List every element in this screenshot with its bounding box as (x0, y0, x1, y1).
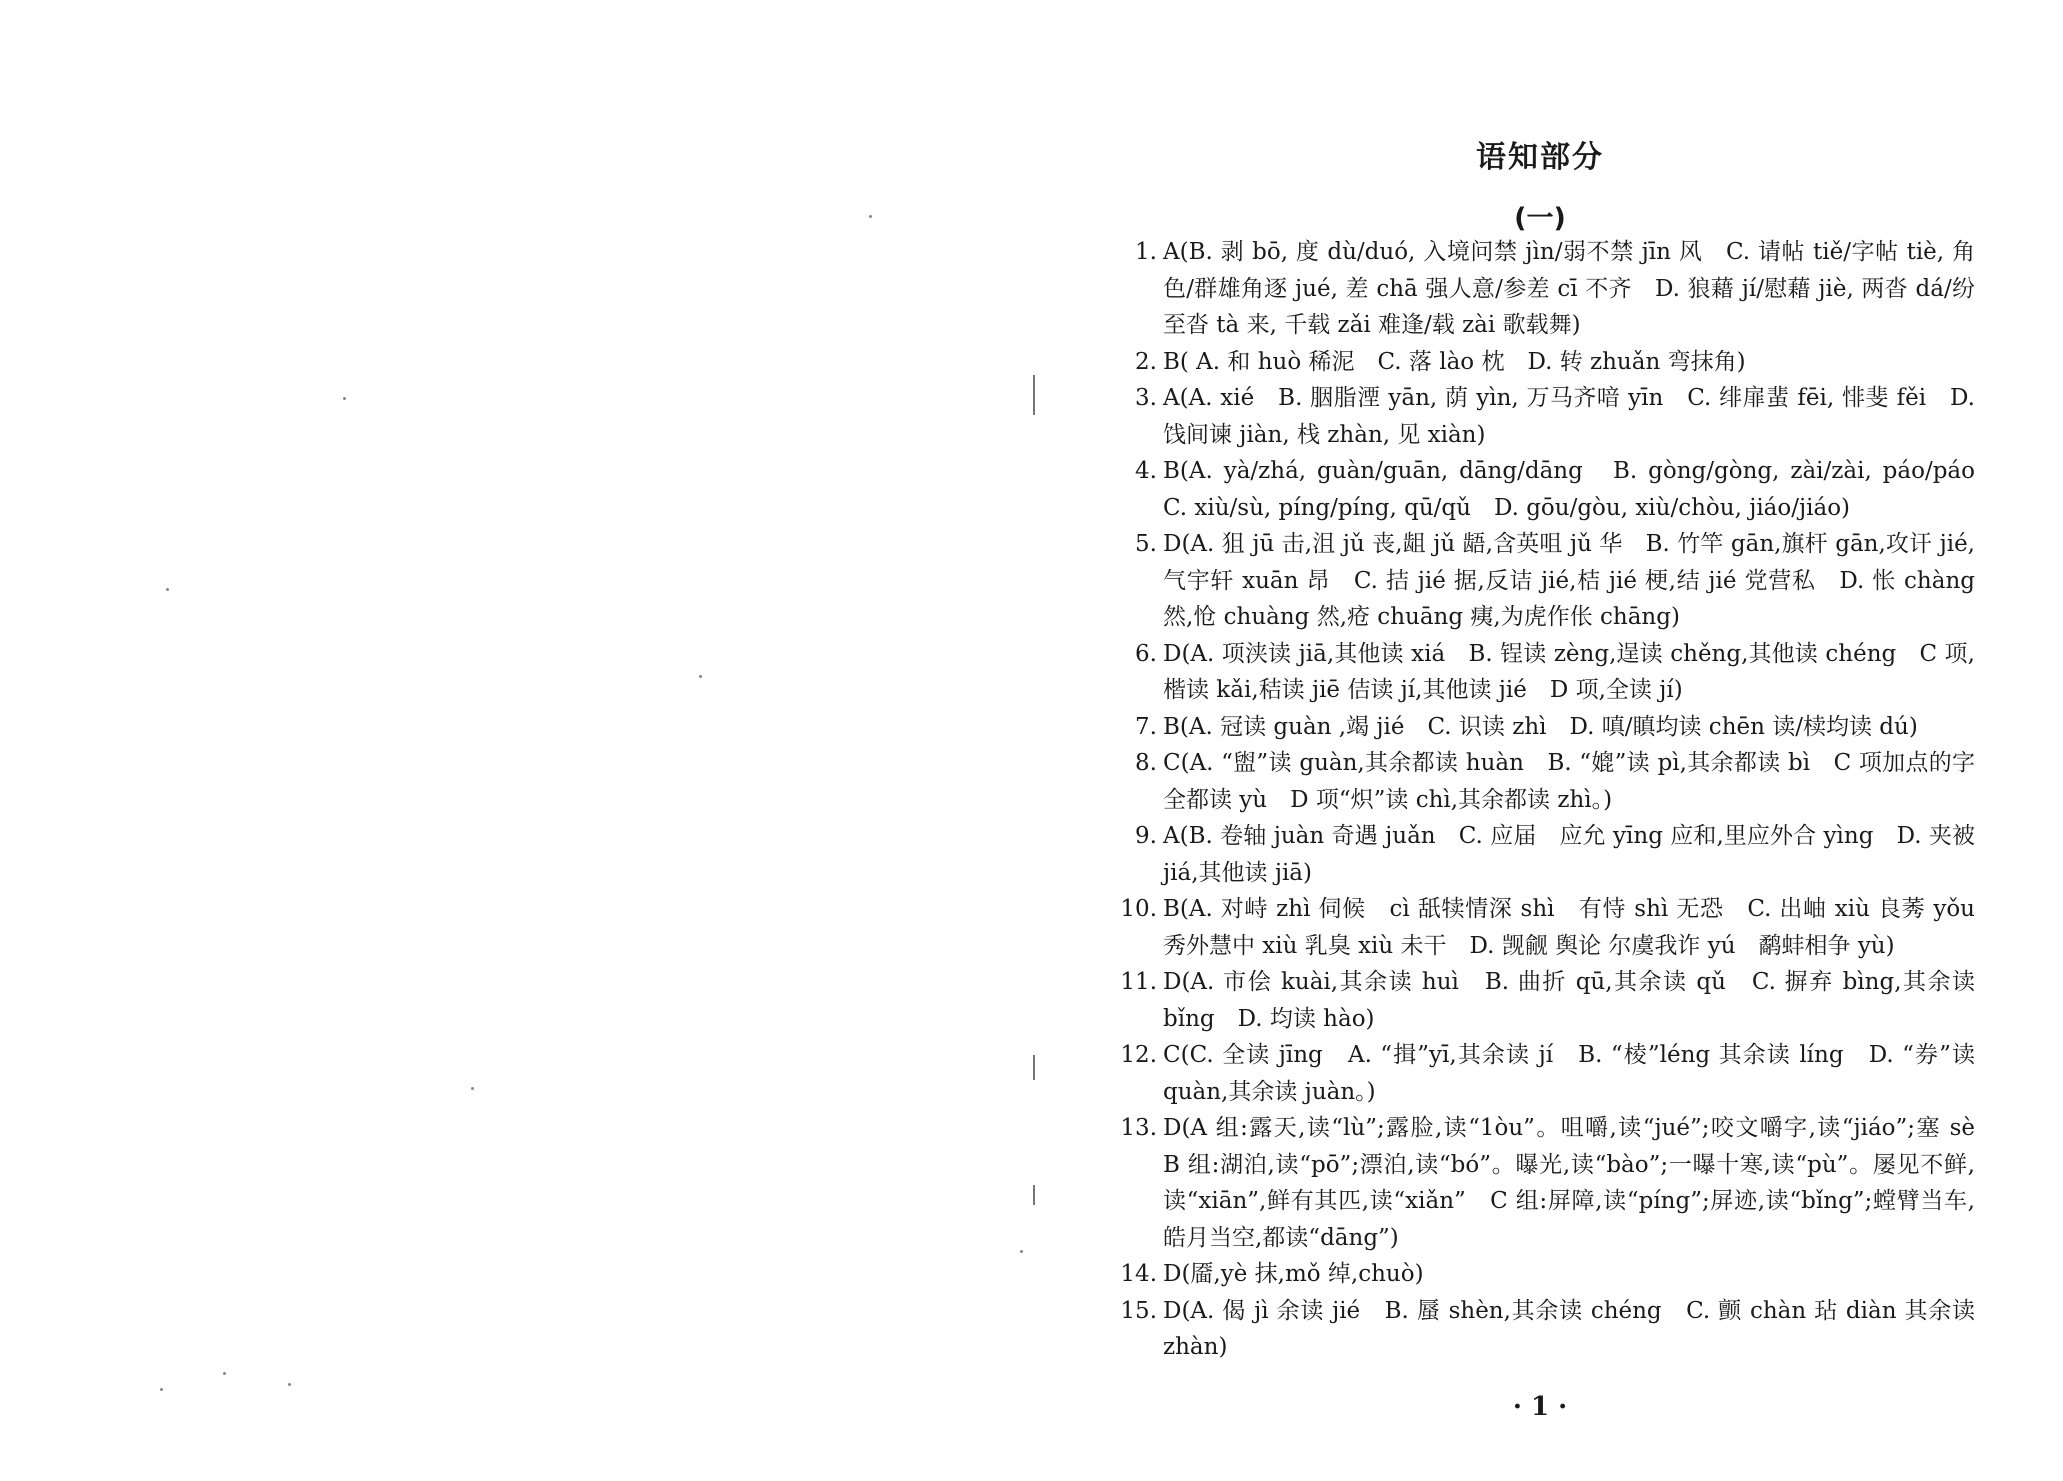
answer-text: D(靥,yè 抹,mǒ 绰,chuò) (1163, 1261, 1424, 1287)
answer-number: 5. (1135, 531, 1157, 557)
answer-text: D(A. 狙 jū 击,沮 jǔ 丧,龃 jǔ 龉,含英咀 jǔ 华 B. 竹竿 gān,旗杆 gān,攻讦 jié,气宇轩 xuān 昂 C. 拮 jié 据,反诘 jié,桔 jié 梗,结 jié 党营私 D. 怅 chàng 然,怆 chuàng 然,疮 chuāng 痍,为虎作伥 chāng) (1163, 531, 1975, 630)
section-heading: (一) (1514, 203, 1566, 234)
answer-text: A(B. 剥 bō, 度 dù/duó, 入境问禁 jìn/弱不禁 jīn 风 C. 请帖 tiě/字帖 tiè, 角色/群雄角逐 jué, 差 chā 强人意/参差 cī 不齐 D. 狼藉 jí/慰藉 jiè, 两沓 dá/纷至沓 tà 来, 千载 zǎi 难逢/载 zài 歌载舞) (1163, 239, 1975, 338)
answer-number: 10. (1120, 896, 1157, 922)
scan-speck (343, 397, 346, 400)
scan-speck (166, 588, 169, 591)
scan-speck (699, 675, 702, 678)
answer-list (1105, 234, 1998, 1366)
scan-speck (288, 1383, 291, 1386)
answer-number: 2. (1135, 348, 1157, 375)
page-title: 语知部分 (1476, 140, 1604, 175)
answer-number: 3. (1135, 385, 1157, 411)
scan-speck (471, 1087, 474, 1090)
answer-number: 12. (1120, 1042, 1157, 1068)
scan-speck (869, 215, 872, 218)
answer-item (1105, 636, 1975, 709)
answer-item (1105, 818, 1975, 891)
answer-text: A(A. xié B. 胭脂湮 yān, 荫 yìn, 万马齐喑 yīn C. 绯扉蜚 fēi, 悱斐 fěi D. 饯间谏 jiàn, 栈 zhàn, 见 xiàn) (1163, 385, 1975, 448)
answer-text: B(A. 冠读 guàn ,竭 jié C. 识读 zhì D. 嗔/瞋均读 chēn 读/椟均读 dú) (1163, 713, 1918, 740)
answer-number: 15. (1120, 1297, 1157, 1324)
answer-item (1105, 234, 1975, 344)
answer-number: 14. (1120, 1261, 1157, 1287)
answer-page (1100, 0, 1998, 1481)
answer-number: 7. (1135, 713, 1157, 740)
page-fold-mark (1033, 1185, 1035, 1205)
answer-item (1105, 380, 1975, 453)
page-number: · 1 · (1512, 1392, 1568, 1422)
answer-text: B(A. 对峙 zhì 伺候 cì 舐犊情深 shì 有恃 shì 无恐 C. 出岫 xiù 良莠 yǒu 秀外慧中 xiù 乳臭 xiù 未干 D. 觊觎 舆论 尔虞我诈 yú 鹬蚌相争 yù) (1163, 896, 1998, 959)
answer-item (1105, 709, 1975, 746)
answer-number: 8. (1135, 750, 1157, 776)
answer-text: D(A. 项浃读 jiā,其他读 xiá B. 锃读 zèng,逞读 chěng,其他读 chéng C 项,楷读 kǎi,秸读 jiē 佶读 jí,其他读 jié D 项,全读 jí) (1163, 640, 1975, 703)
answer-item (1105, 1037, 1975, 1110)
answer-text: D(A 组:露天,读“lù”;露脸,读“1òu”。咀嚼,读“jué”;咬文嚼字,读“jiáo”;塞 sè B 组:湖泊,读“pō”;漂泊,读“bó”。曝光,读“bào”;一曝十寒,读“pù”。屡见不鲜,读“xiān”,鲜有其匹,读“xiǎn” C 组:屏障,读“píng”;屏迹,读“bǐng”;螳臂当车,皓月当空,都读“dāng”) (1163, 1115, 1998, 1251)
answer-item (1105, 891, 1998, 964)
answer-item (1105, 344, 1975, 381)
answer-text: C(C. 全读 jīng A. “揖”yī,其余读 jí B. “棱”léng 其余读 líng D. “券”读 quàn,其余读 juàn。) (1163, 1042, 1975, 1105)
scan-speck (160, 1388, 163, 1391)
answer-text: B(A. yà/zhá, guàn/guān, dāng/dāng B. gòng/gòng, zài/zài, páo/páo C. xiù/sù, píng/píng, qū/qǔ D. gōu/gòu, xiù/chòu, jiáo/jiáo) (1163, 458, 1998, 521)
answer-text: D(A. 偈 jì 余读 jié B. 蜃 shèn,其余读 chéng C. 颤 chàn 玷 diàn 其余读 zhàn) (1163, 1297, 1975, 1360)
answer-item (1105, 526, 1975, 636)
answer-number: 6. (1135, 640, 1157, 667)
page-fold-mark (1033, 375, 1035, 415)
scan-speck (1020, 1250, 1023, 1253)
scan-speck (223, 1372, 226, 1375)
answer-item (1105, 1110, 1998, 1256)
answer-text: A(B. 卷轴 juàn 奇遇 juǎn C. 应届 应允 yīng 应和,里应外合 yìng D. 夹被 jiá,其他读 jiā) (1163, 823, 1975, 886)
answer-number: 13. (1120, 1115, 1157, 1141)
answer-text: B( A. 和 huò 稀泥 C. 落 lào 枕 D. 转 zhuǎn 弯抹角) (1163, 348, 1746, 375)
answer-item (1105, 1256, 1975, 1293)
answer-number: 9. (1135, 823, 1157, 849)
answer-item (1105, 1293, 1975, 1366)
answer-number: 4. (1135, 458, 1157, 484)
answer-item (1105, 745, 1975, 818)
answer-item (1105, 453, 1998, 526)
answer-number: 11. (1120, 969, 1157, 995)
page-fold-mark (1033, 1055, 1035, 1080)
answer-text: D(A. 市侩 kuài,其余读 huì B. 曲折 qū,其余读 qǔ C. 摒弃 bìng,其余读 bǐng D. 均读 hào) (1163, 969, 1975, 1032)
answer-text: C(A. “盥”读 guàn,其余都读 huàn B. “媲”读 pì,其余都读 bì C 项加点的字全都读 yù D 项“炽”读 chì,其余都读 zhì。) (1163, 750, 1975, 813)
answer-number: 1. (1135, 239, 1157, 265)
answer-item (1105, 964, 1975, 1037)
